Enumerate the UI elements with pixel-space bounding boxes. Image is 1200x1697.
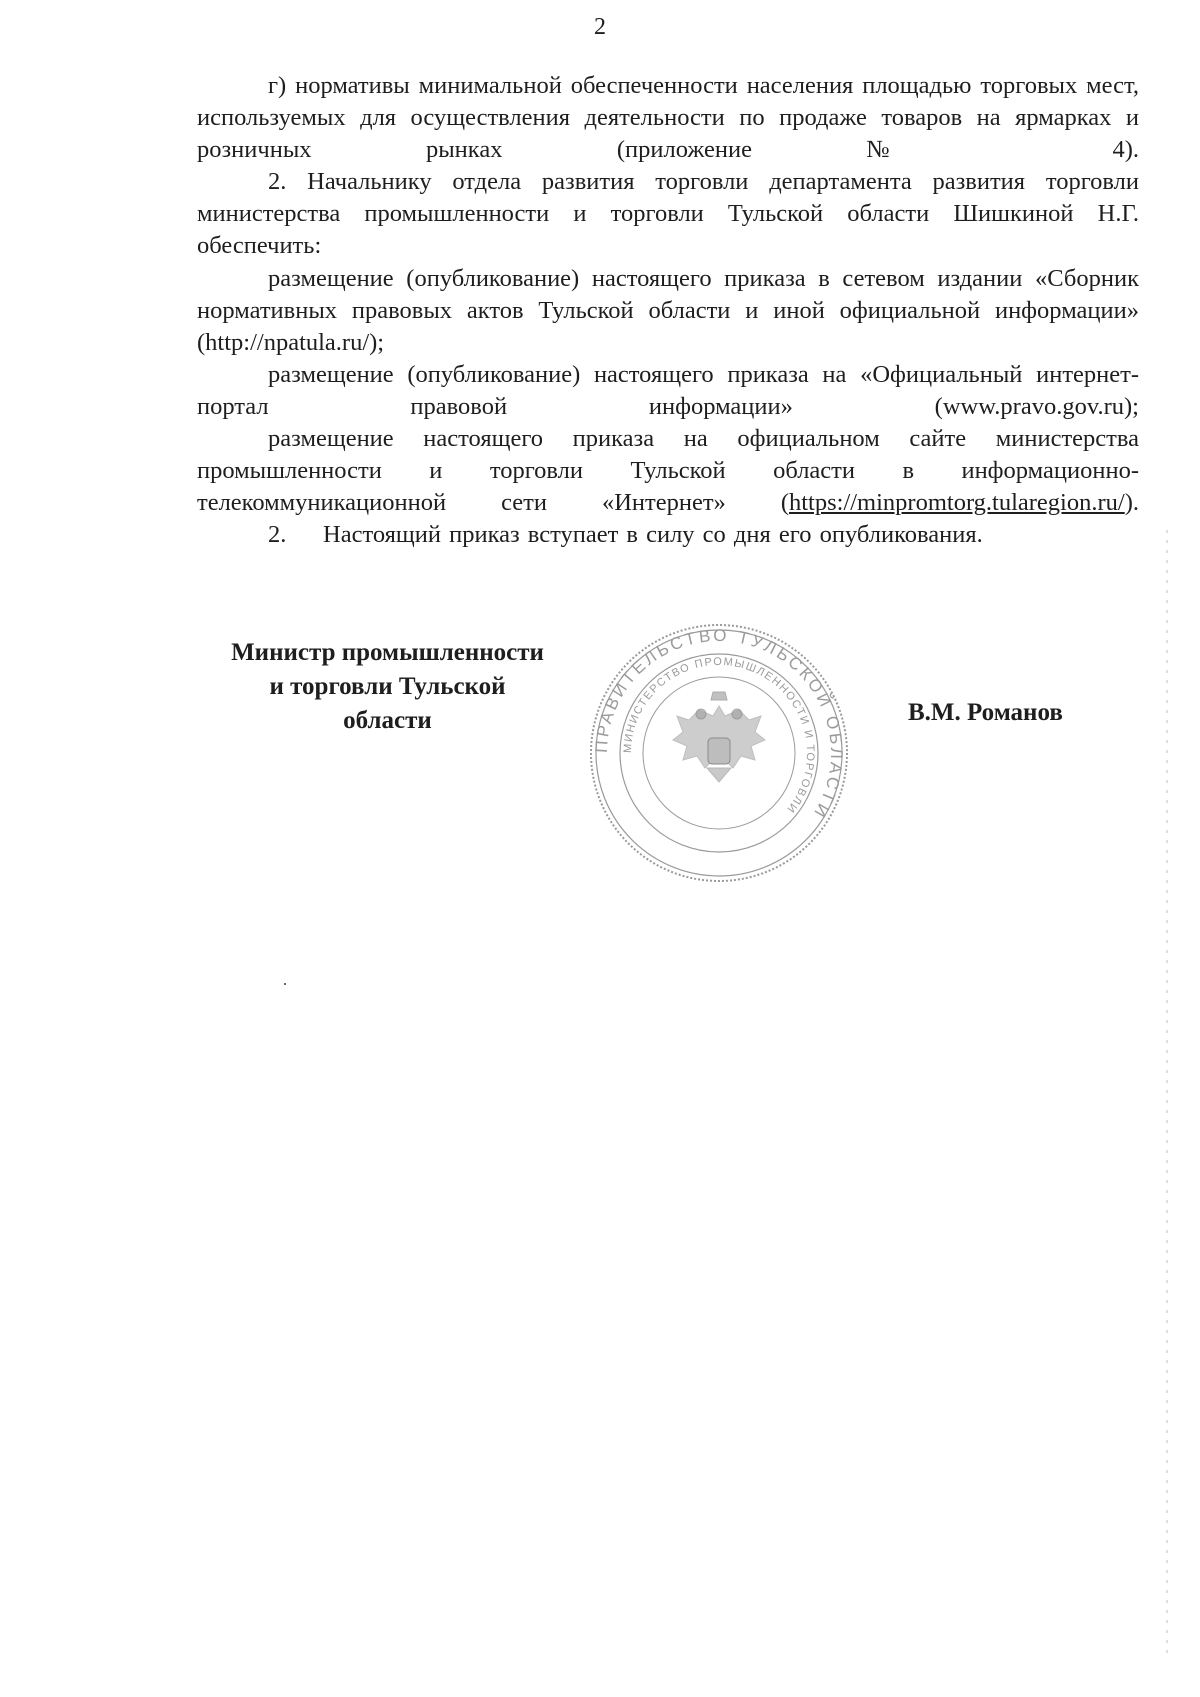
seal-inner-text: МИНИСТЕРСТВО ПРОМЫШЛЕННОСТИ И ТОРГОВЛИ [621, 655, 817, 816]
signatory-title-line: и торговли Тульской [269, 673, 506, 700]
coat-of-arms-eagle-icon [673, 692, 765, 782]
ministry-site-text-end: ). [1124, 489, 1139, 517]
paragraph-publication-pravo: размещение (опубликование) настоящего приказа на «Официальный интернет-портал правовой информации» (www.pravo.gov.ru); [197, 360, 1139, 420]
paragraph-publication-npatula: размещение (опубликование) настоящего приказа в сетевом издании «Сборник нормативных правовых актов Тульской области и иной официальной информации» (http://npatula.ru/); [197, 264, 1139, 356]
ministry-site-text: размещение настоящего приказа на официальном сайте министерства промышленности и торговли Тульской области в информационно-телекоммуникационной сети «Интернет» ( [197, 425, 1139, 517]
official-seal [589, 622, 849, 884]
order-body [197, 70, 1139, 551]
signatory-title [205, 636, 570, 738]
paragraph-2-responsible: 2. Начальнику отдела развития торговли департамента развития торговли министерства промышленности и торговли Тульской области Шишкиной Н.Г. обеспечить: [197, 168, 1139, 260]
paragraph-item-g: г) нормативы минимальной обеспеченности населения площадью торговых мест, используемых для осуществления деятельности по продаже товаров на ярмарках и розничных рынках (приложение № 4). [197, 72, 1139, 164]
scan-edge-artifact [1164, 530, 1170, 1660]
paragraph-number: 2. [268, 521, 287, 549]
signatory-title-line: области [343, 707, 432, 734]
signatory-title-line: Министр промышленности [231, 639, 544, 666]
paragraph-entry-into-force [197, 519, 1139, 551]
entry-into-force-text: Настоящий приказ вступает в силу со дня его опубликования. [323, 521, 983, 549]
paragraph-publication-ministry-site [197, 423, 1139, 519]
signatory-name: В.М. Романов [908, 699, 1063, 726]
seal-outer-text: ПРАВИТЕЛЬСТВО ТУЛЬСКОЙ ОБЛАСТИ [591, 625, 847, 823]
page-number: 2 [594, 14, 606, 40]
scan-speck [284, 983, 286, 985]
ministry-site-link[interactable]: https://minpromtorg.tularegion.ru/ [788, 489, 1125, 517]
